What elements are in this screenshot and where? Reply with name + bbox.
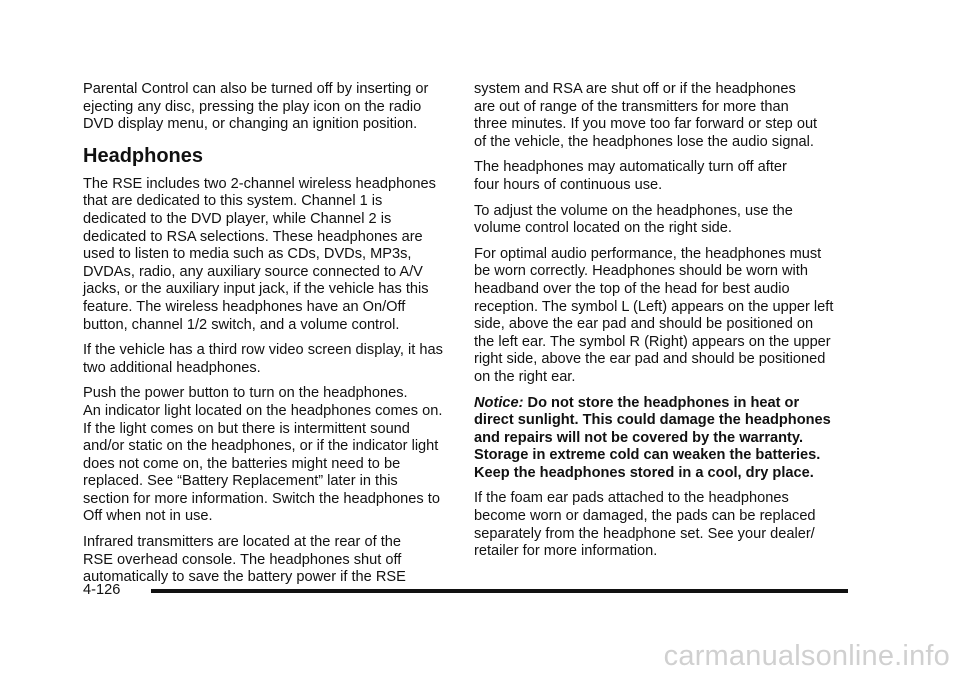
notice-text: Do not store the headphones in heat or direct sunlight. This could damage the headphones and repairs will not be covered by the warranty. Storage in extreme cold can weaken the batteries. Keep the headphones stored in a cool, dry place. — [474, 394, 831, 481]
paragraph: The headphones may automatically turn off after four hours of continuous use. — [474, 159, 787, 193]
notice-label: Notice: — [474, 394, 524, 411]
page-number: 4-126 — [83, 582, 121, 598]
paragraph: For optimal audio performance, the headphones must be worn correctly. Headphones should be worn with headband over the top of the head for best audio reception. The symbol L (Left) appears on the upper left side, above the ear pad and should be positioned on the left ear. The symbol R (Right) appears on the upper right side, above the ear pad and should be positioned on the right ear. — [474, 245, 834, 385]
left-column — [83, 81, 449, 595]
paragraph: Push the power button to turn on the headphones. An indicator light located on the headphones comes on. If the light comes on but there is intermittent sound and/or static on the headphones, or if the indicator light does not come on, the batteries might need to be replaced. See “Battery Replacement” later in this section for more information. Switch the headphones to Off when not in use. — [83, 385, 443, 525]
right-column — [474, 81, 840, 569]
paragraph: If the vehicle has a third row video screen display, it has two additional headphones. — [83, 342, 443, 376]
footer-rule — [151, 589, 848, 593]
paragraph: system and RSA are shut off or if the headphones are out of range of the transmitters for more than three minutes. If you move too far forward or step out of the vehicle, the headphones lose the audio signal. — [474, 81, 818, 150]
intro-paragraph: Parental Control can also be turned off by inserting or ejecting any disc, pressing the play icon on the radio DVD display menu, or changing an ignition position. — [83, 81, 429, 133]
paragraph: The RSE includes two 2-channel wireless headphones that are dedicated to this system. Channel 1 is dedicated to the DVD player, while Channel 2 is dedicated to RSA selections. These headphones are used to listen to media such as CDs, DVDs, MP3s, DVDAs, radio, any auxiliary source connected to A/V jacks, or the auxiliary input jack, if the vehicle has this feature. The wireless headphones have an On/Off button, channel 1/2 switch, and a volume control. — [83, 175, 436, 333]
paragraph: Infrared transmitters are located at the rear of the RSE overhead console. The headphones shut off automatically to save the battery power if the RSE — [83, 534, 406, 586]
watermark: carmanualsonline.info — [663, 640, 950, 672]
notice-paragraph — [474, 395, 840, 483]
section-heading: Headphones — [83, 144, 204, 167]
paragraph: To adjust the volume on the headphones, use the volume control located on the right side. — [474, 202, 793, 237]
paragraph: If the foam ear pads attached to the headphones become worn or damaged, the pads can be replaced separately from the headphone set. See your dealer/ retailer for more information. — [474, 490, 816, 560]
